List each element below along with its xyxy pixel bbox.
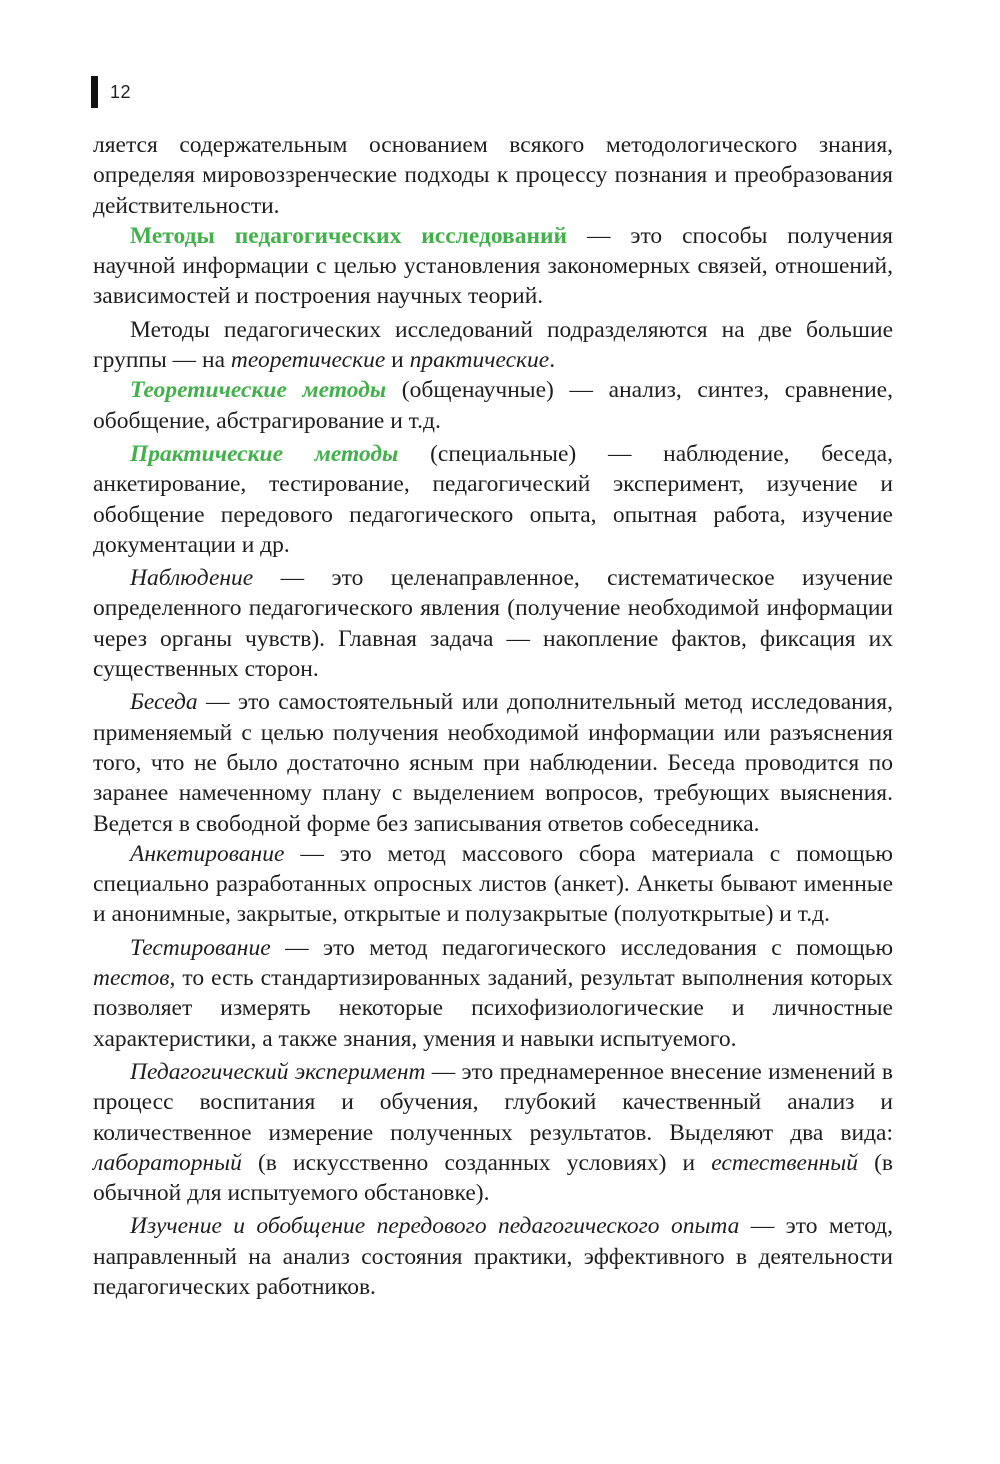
paragraph-text: — это метод, направленный на анализ состояния практики, эффективного в деятельности педагогических работников. <box>93 1213 893 1300</box>
paragraph-text: (в искусственно созданных условиях) и <box>241 1149 712 1176</box>
term-methods-of-research: Методы педагогических исследований <box>130 222 568 249</box>
term-tests: тестов <box>93 965 170 992</box>
paragraph-text: и <box>385 347 410 374</box>
paragraph-conversation <box>93 687 893 838</box>
term-practical-methods: Практические методы <box>130 440 399 467</box>
paragraph-theoretical-methods <box>93 375 893 436</box>
paragraph-text: . <box>549 347 556 374</box>
paragraph-text: — это преднамеренное внесение изменений в процесс воспитания и обучения, глубокий качественный анализ и количественное измерение полученных результатов. Выделяют два вида: <box>93 1058 893 1146</box>
page-body <box>93 130 893 1302</box>
paragraph-text: — это способы получения научной информации с целью установления закономерных связей, отношений, зависимостей и построения научных теорий. <box>93 222 893 310</box>
paragraph-methods-definition <box>93 221 893 312</box>
paragraph-text: — это метод педагогического исследования с помощью <box>270 934 893 961</box>
paragraph-questionnaire <box>93 839 893 930</box>
paragraph-experiment <box>93 1057 893 1208</box>
paragraph-practical-methods <box>93 439 893 560</box>
paragraph-text: Методы педагогических исследований подразделяются на две большие группы — на <box>93 316 893 374</box>
term-natural: естественный <box>711 1149 858 1176</box>
paragraph-text: — это целенаправленное, систематическое изучение определенного педагогического явления (получение необходимой информации через органы чувств). Главная задача — накопление фактов, фиксация их существенных сторон. <box>93 565 893 683</box>
paragraph-text: — это самостоятельный или дополнительный метод исследования, применяемый с целью получения необходимой информации или разъяснения того, что не было достаточно ясным при наблюдении. Беседа проводится по заранее намеченному плану с выделением вопросов, требующих выяснения. Ведется в свободной форме без записывания ответов собеседника. <box>93 689 893 837</box>
paragraph-text: (специальные) — наблюдение, беседа, анкетирование, тестирование, педагогический эксперимент, изучение и обобщение передового педагогического опыта, опытная работа, изучение документации и др. <box>93 440 893 558</box>
paragraph-text: ляется содержательным основанием всякого методологического знания, определяя мировоззренческие подходы к процессу познания и преобразования действительности. <box>93 132 893 219</box>
paragraph-observation <box>93 563 893 684</box>
header-marker-bar <box>91 76 98 108</box>
page-number: 12 <box>110 81 132 102</box>
term-laboratory: лабораторный <box>93 1149 242 1176</box>
paragraph-testing <box>93 933 893 1054</box>
paragraph-intro <box>93 130 893 221</box>
term-pedagogical-experiment: Педагогический эксперимент <box>130 1058 426 1085</box>
term-theoretical: теоретические <box>230 347 386 374</box>
term-questionnaire: Анкетирование <box>130 840 285 867</box>
term-conversation: Беседа <box>130 689 198 716</box>
paragraph-text: (в обычной для испытуемого обстановке). <box>93 1149 894 1207</box>
page-header <box>91 76 131 108</box>
term-experience-study: Изучение и обобщение передового педагогического опыта <box>130 1213 740 1240</box>
term-theoretical-methods: Теоретические методы <box>130 377 387 404</box>
paragraph-method-groups <box>93 315 893 376</box>
term-testing: Тестирование <box>130 934 271 961</box>
term-practical: практические <box>409 347 550 374</box>
paragraph-text: (общенаучные) — анализ, синтез, сравнение, обобщение, абстрагирование и т.д. <box>93 377 893 434</box>
paragraph-text: — это метод массового сбора материала с помощью специально разработанных опросных листов (анкет). Анкеты бывают именные и анонимные, закрытые, открытые и полузакрытые (полуоткрытые) и т.д. <box>93 840 893 928</box>
paragraph-experience-study <box>93 1211 893 1302</box>
term-observation: Наблюдение <box>130 565 254 592</box>
paragraph-text: , то есть стандартизированных заданий, результат выполнения которых позволяет измерять некоторые психофизиологические и личностные характеристики, а также знания, умения и навыки испытуемого. <box>93 965 893 1052</box>
